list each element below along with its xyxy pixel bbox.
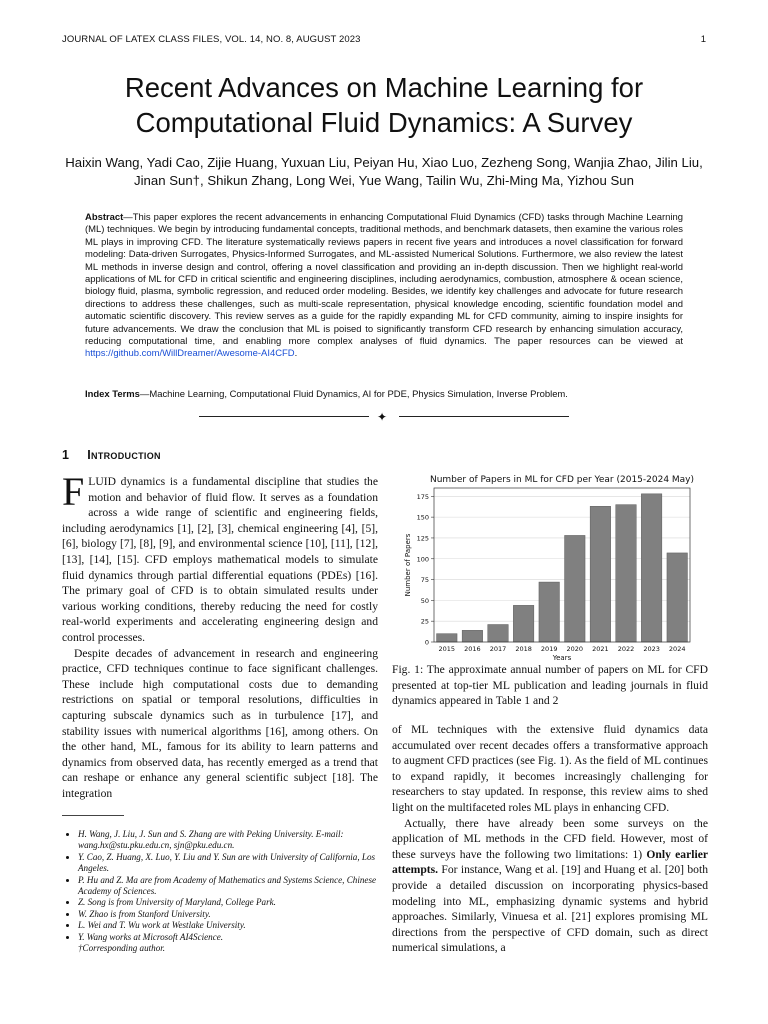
bar-2024 bbox=[667, 553, 687, 642]
abstract-label: Abstract bbox=[85, 212, 124, 223]
bar-2015 bbox=[437, 634, 457, 642]
abstract-text: —This paper explores the recent advancements in enhancing Computational Fluid Dynamics (CFD) tasks through Machine Learning (ML) techniques. We begin by introducing fundamental concepts, traditional methods, and benchmark datasets, then examine the various roles ML plays in improving CFD. The literature systematically reviews papers in recent five years and introduces a novel classification for forward modeling: Data-driven Surrogates, Physics-Informed Surrogates, and ML-assisted Numerical Solutions. Furthermore, we also review the latest ML methods in inverse design and control, offering a novel classification and providing an in-depth discussion. Then we highlight real-world applications of ML for CFD in critical scientific and engineering disciplines, including aerodynamics, combustion, atmosphere & ocean science, biology fluid, plasma, symbolic regression, and reduced order modeling. Besides, we identify key challenges and advocate for future research directions to address these challenges, such as multi-scale representation, physical knowledge encoding, scientific foundation model and automatic scientific discovery. This review serves as a guide for the rapidly expanding ML for CFD community, aiming to inspire insights for future advancements. We draw the conclusion that ML is poised to significantly transform CFD research by enhancing simulation accuracy, reducing computational time, and enabling more complex analyses of fluid dynamics. The paper resources can be viewed at bbox=[85, 212, 683, 348]
y-tick-label: 75 bbox=[420, 576, 429, 585]
right-paragraph-1: of ML techniques with the extensive fluid dynamics data accumulated over recent decades offers a transformative approach to augment CFD practices (see Fig. 1). As the field of ML continues to expand rapidly, it becomes increasingly challenging for researchers to stay updated. In response, this review aims to shed light on the multifaceted roles ML plays in enhancing CFD. bbox=[392, 723, 708, 814]
y-axis-label: Number of Papers bbox=[404, 533, 412, 597]
section-title: Introduction bbox=[87, 448, 161, 462]
abstract bbox=[85, 212, 683, 361]
y-tick-label: 175 bbox=[416, 492, 429, 501]
right-p2a: Actually, there have already been some surveys on the application of ML methods in the CFD field. However, most of these surveys have the following two limitations: 1) bbox=[392, 816, 708, 861]
y-tick-label: 150 bbox=[416, 513, 429, 522]
author-list: Haixin Wang, Yadi Cao, Zijie Huang, Yuxuan Liu, Peiyan Hu, Xiao Luo, Zezheng Song, Wanjia Zhao, Jilin Liu, Jinan Sun†, Shikun Zhang, Long Wei, Yue Wang, Tailin Wu, Zhi-Ming Ma, Yizhou Sun bbox=[65, 155, 703, 188]
bar-chart-svg bbox=[400, 470, 700, 660]
y-tick-label: 125 bbox=[416, 534, 429, 543]
y-tick-label: 100 bbox=[416, 555, 429, 564]
section-heading bbox=[62, 448, 161, 462]
right-p2c: For instance, Wang et al. [19] and Huang et al. [20] both provide a detailed discussion on incorporating physics-based modeling into ML, emphasizing dynamic systems and hybrid approaches. Similarly, Vinuesa et al. [21] explores promising ML directions from the perspective of CFD domain, such as direct numerical simulations, a bbox=[392, 863, 708, 955]
x-tick-label: 2018 bbox=[515, 645, 532, 653]
y-tick-label: 0 bbox=[424, 638, 429, 647]
right-paragraph-2 bbox=[392, 816, 708, 956]
bar-2022 bbox=[616, 505, 636, 642]
footnote-item: • Z. Song is from University of Maryland, College Park. bbox=[78, 897, 378, 908]
right-column bbox=[392, 722, 708, 956]
right-p2-bold: Only earlier attempts. bbox=[392, 847, 708, 877]
bar-2017 bbox=[488, 625, 508, 642]
section-number: 1 bbox=[62, 448, 70, 462]
intro-paragraph-1 bbox=[62, 469, 378, 646]
footnotes bbox=[62, 829, 378, 954]
intro-paragraph-2: Despite decades of advancement in research and engineering practice, CFD techniques continue to face significant challenges. These include high computational costs due to demanding restrictions on spatial or temporal resolutions, difficulties in capturing subscale dynamics such as in turbulence [17], and stability issues with numerical algorithms [16], among others. On the other hand, ML, famous for its ability to learn patterns and dynamics from observed data, has recently emerged as a trend that can reshape or enhance any general scientific subject [18]. The integration bbox=[62, 646, 378, 800]
abstract-end: . bbox=[294, 348, 298, 360]
x-tick-label: 2023 bbox=[643, 645, 660, 653]
bar-2023 bbox=[641, 494, 661, 642]
x-axis-label: Years bbox=[552, 654, 572, 660]
x-tick-label: 2024 bbox=[668, 645, 686, 653]
bar-2016 bbox=[462, 630, 482, 642]
running-header: JOURNAL OF LATEX CLASS FILES, VOL. 14, NO. 8, AUGUST 2023 bbox=[62, 34, 361, 45]
section-divider bbox=[199, 410, 569, 424]
x-tick-label: 2015 bbox=[438, 645, 456, 653]
bar-2021 bbox=[590, 506, 610, 642]
footnote-item: • W. Zhao is from Stanford University. bbox=[78, 909, 378, 920]
index-terms-text: —Machine Learning, Computational Fluid Dynamics, AI for PDE, Physics Simulation, Inverse Problem. bbox=[139, 389, 568, 400]
x-tick-label: 2016 bbox=[464, 645, 481, 653]
bar-2018 bbox=[513, 605, 533, 642]
paper-title: Recent Advances on Machine Learning for Computational Fluid Dynamics: A Survey bbox=[124, 72, 644, 138]
chart-title: Number of Papers in ML for CFD per Year (2015-2024 May) bbox=[429, 475, 695, 485]
x-tick-label: 2021 bbox=[592, 645, 609, 653]
footnote-item: • P. Hu and Z. Ma are from Academy of Mathematics and Systems Science, Chinese Academy of Sciences. bbox=[78, 875, 378, 898]
bar-2019 bbox=[539, 582, 559, 642]
footnote-item: †Corresponding author. bbox=[78, 943, 166, 954]
footnote-item: • H. Wang, J. Liu, J. Sun and S. Zhang are with Peking University. E-mail: wang.hx@stu.pku.edu.cn, sjn@pku.edu.cn. bbox=[78, 829, 378, 852]
y-tick-label: 25 bbox=[420, 617, 429, 626]
footnote-rule bbox=[62, 815, 124, 816]
footnote-item: • Y. Cao, Z. Huang, X. Luo, Y. Liu and Y. Sun are with University of California, Los Angeles. bbox=[78, 852, 378, 875]
x-tick-label: 2019 bbox=[540, 645, 558, 653]
diamond-icon: ✦ bbox=[377, 410, 388, 424]
papers-per-year-chart bbox=[400, 470, 700, 660]
left-column bbox=[62, 469, 378, 801]
drop-cap: F bbox=[62, 469, 85, 514]
footnote-item: • Y. Wang works at Microsoft AI4Science. bbox=[78, 932, 378, 943]
footnote-item: • L. Wei and T. Wu work at Westlake University. bbox=[78, 920, 378, 931]
resources-link[interactable]: https://github.com/WillDreamer/Awesome-AI4CFD bbox=[85, 348, 295, 360]
intro-p1-text: LUID dynamics is a fundamental discipline that studies the motion and behavior of fluid flow. It serves as a foundation across a wide range of scientific and engineering fields, including aerodynamics [1], [2], [3], chemical engineering [4], [5], [6], biology [7], [8], [9], and environmental science [10], [11], [12], [13], [14], [15]. CFD employs mathematical models to simulate fluid dynamics through partial differential equations (PDEs) [16]. The primary goal of CFD is to obtain simulated results under various working conditions, thereby reducing the need for costly real-world experiments and accelerating engineering design and control processes. bbox=[62, 475, 378, 644]
index-terms-label: Index Terms bbox=[85, 389, 140, 400]
x-tick-label: 2017 bbox=[489, 645, 507, 653]
page-number: 1 bbox=[700, 34, 706, 45]
y-tick-label: 50 bbox=[420, 596, 429, 605]
bar-2020 bbox=[565, 535, 585, 642]
x-tick-label: 2022 bbox=[617, 645, 635, 653]
index-terms bbox=[85, 389, 683, 401]
x-tick-label: 2020 bbox=[566, 645, 584, 653]
figure-caption: Fig. 1: The approximate annual number of papers on ML for CFD presented at top-tier ML publication and leading journals in fluid dynamics appeared in Table 1 and 2 bbox=[392, 663, 708, 708]
